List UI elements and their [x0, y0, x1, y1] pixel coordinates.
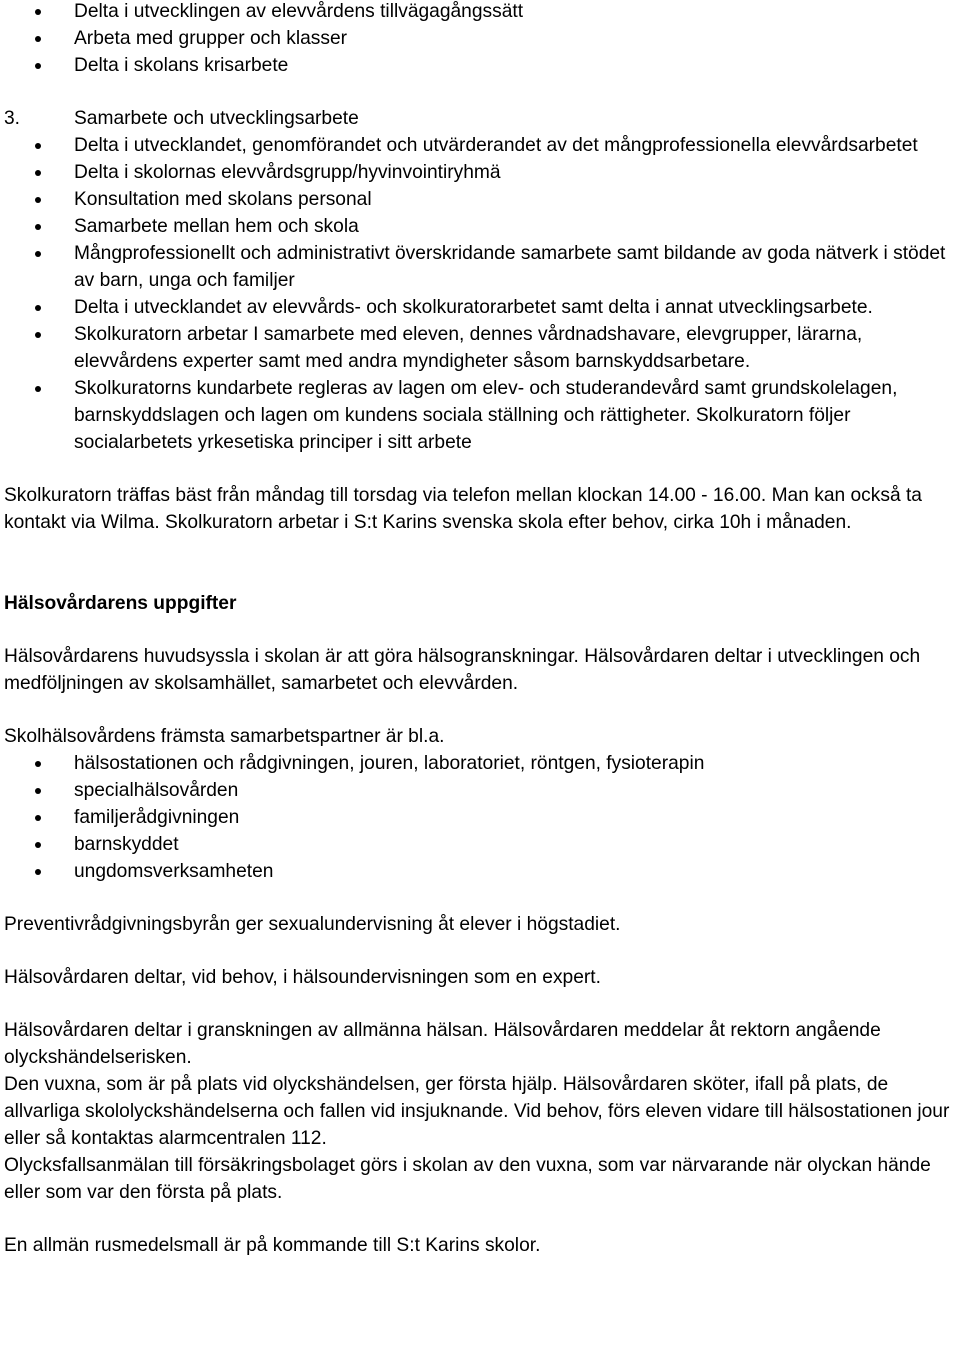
nurse-intro-paragraph: Hälsovårdarens huvudsyssla i skolan är att göra hälsogranskningar. Hälsovårdaren deltar i utvecklingen och medföljningen av skolsamhället, samarbetet och elevvården. — [4, 646, 921, 694]
bullet-icon — [35, 224, 41, 230]
list-item: hälsostationen och rådgivningen, jouren, laboratoriet, röntgen, fysioterapin — [4, 750, 956, 777]
bullet-icon — [35, 815, 41, 821]
list-item: Delta i skolornas elevvårdsgrupp/hyvinvointiryhmä — [4, 159, 956, 186]
section-title: Samarbete och utvecklingsarbete — [74, 108, 359, 129]
preventive-paragraph: Preventivrådgivningsbyrån ger sexualundervisning åt elever i högstadiet. — [4, 914, 621, 935]
bullet-icon — [35, 386, 41, 392]
partners-intro: Skolhälsovårdens främsta samarbetspartner är bl.a. — [4, 726, 445, 747]
bullet-icon — [35, 251, 41, 257]
nurse-heading: Hälsovårdarens uppgifter — [4, 593, 237, 614]
inspection-paragraph: Hälsovårdaren deltar i granskningen av allmänna hälsan. Hälsovårdaren meddelar åt rektorn angående olyckshändelserisken. — [4, 1020, 881, 1068]
list-item: Delta i skolans krisarbete — [4, 52, 956, 79]
contact-paragraph: Skolkuratorn träffas bäst från måndag till torsdag via telefon mellan klockan 14.00 - 16.00. Man kan också ta kontakt via Wilma. Skolkuratorn arbetar i S:t Karins svenska skola efter behov, cirka 10h i månaden. — [4, 485, 922, 533]
bullet-icon — [35, 170, 41, 176]
list-item: Skolkuratorn arbetar I samarbete med eleven, dennes vårdnadshavare, elevgrupper, lärarna, elevvårdens experter samt med andra myndigheter såsom barnskyddsarbetare. — [4, 321, 956, 375]
bullet-icon — [35, 143, 41, 149]
list-item: Delta i utvecklingen av elevvårdens tillvägagångssätt — [4, 0, 956, 25]
list-item: Mångprofessionellt och administrativt överskridande samarbete samt bildande av goda nätverk i stödet av barn, unga och familjer — [4, 240, 956, 294]
document-page — [4, 0, 956, 1259]
bullet-icon — [35, 9, 41, 15]
bullet-icon — [35, 332, 41, 338]
list-item: Delta i utvecklandet, genomförandet och utvärderandet av det mångprofessionella elevvårdsarbetet — [4, 132, 956, 159]
list-item: Arbeta med grupper och klasser — [4, 25, 956, 52]
list-item: barnskyddet — [4, 831, 956, 858]
list-item: Delta i utvecklandet av elevvårds- och skolkuratorarbetet samt delta i annat utvecklingsarbete. — [4, 294, 956, 321]
bullet-icon — [35, 788, 41, 794]
bullet-icon — [35, 305, 41, 311]
partners-list — [4, 750, 956, 885]
cooperation-list — [4, 132, 956, 456]
section-heading — [4, 105, 956, 132]
section-number: 3. — [4, 108, 21, 129]
list-item: Skolkuratorns kundarbete regleras av lagen om elev- och studerandevård samt grundskolelagen, barnskyddslagen och lagen om kundens sociala ställning och rättigheter. Skolkuratorn följer socialarbetets yrkesetiska principer i sitt arbete — [4, 375, 956, 456]
insurance-paragraph: Olycksfallsanmälan till försäkringsbolaget görs i skolan av den vuxna, som var närvarande när olyckan hände eller som var den första på plats. — [4, 1155, 931, 1203]
first-aid-paragraph: Den vuxna, som är på plats vid olyckshändelsen, ger första hjälp. Hälsovårdaren sköter, ifall på plats, de allvarliga skololyckshändelserna och fallen vid insjuknande. Vid behov, förs eleven vidare till hälsostationen jour eller så kontaktas alarmcentralen 112. — [4, 1074, 950, 1149]
list-item: familjerådgivningen — [4, 804, 956, 831]
list-item: specialhälsovården — [4, 777, 956, 804]
list-item: ungdomsverksamheten — [4, 858, 956, 885]
bullet-icon — [35, 869, 41, 875]
bullet-icon — [35, 197, 41, 203]
bullet-icon — [35, 36, 41, 42]
list-item: Samarbete mellan hem och skola — [4, 213, 956, 240]
bullet-icon — [35, 842, 41, 848]
task-list — [4, 0, 956, 79]
bullet-icon — [35, 63, 41, 69]
teaching-paragraph: Hälsovårdaren deltar, vid behov, i hälsoundervisningen som en expert. — [4, 967, 601, 988]
drug-plan-paragraph: En allmän rusmedelsmall är på kommande till S:t Karins skolor. — [4, 1235, 541, 1256]
list-item: Konsultation med skolans personal — [4, 186, 956, 213]
bullet-icon — [35, 761, 41, 767]
